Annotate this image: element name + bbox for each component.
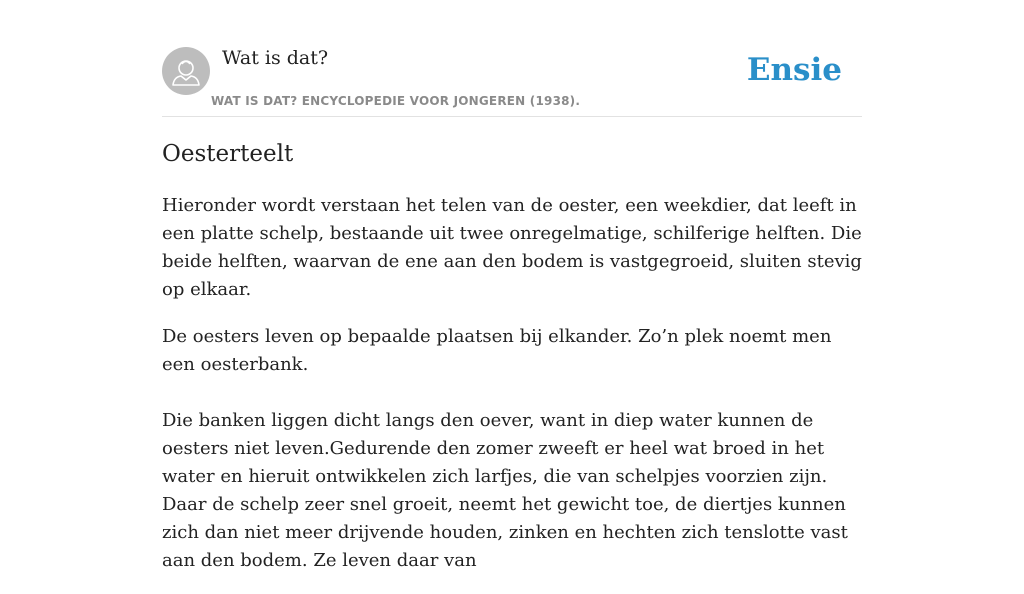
article xyxy=(162,138,862,594)
article-paragraph: Hieronder wordt verstaan het telen van de oester, een weekdier, dat leeft in een platte schelp, bestaande uit twee onregelmatige, schilferige helften. Die beide helften, waarvan de ene aan den bodem is vastgegroeid, sluiten stevig op elkaar. xyxy=(162,195,862,300)
source-subtitle: WAT IS DAT? ENCYCLOPEDIE VOOR JONGEREN (1938). xyxy=(211,94,581,108)
user-avatar-icon[interactable] xyxy=(162,47,210,95)
article-title: Oesterteelt xyxy=(162,141,294,167)
article-paragraph: Die banken liggen dicht langs den oever, want in diep water kunnen de oesters niet leven.Gedurende den zomer zweeft er heel wat broed in het water en hieruit ontwikkelen zich larfjes, die van schelpjes voorzien zijn. Daar de schelp zeer snel groeit, neemt het gewicht toe, de diertjes kunnen zich dan niet meer drijvende houden, zinken en hechten zich tenslotte vast aan den bodem. Ze leven daar van xyxy=(162,410,848,571)
ensie-logo[interactable]: Ensie xyxy=(746,52,842,88)
article-paragraph: De oesters leven op bepaalde plaatsen bij elkander. Zo’n plek noemt men een oesterbank. xyxy=(162,326,832,375)
source-header xyxy=(162,46,862,117)
source-title[interactable]: Wat is dat? xyxy=(222,47,329,69)
